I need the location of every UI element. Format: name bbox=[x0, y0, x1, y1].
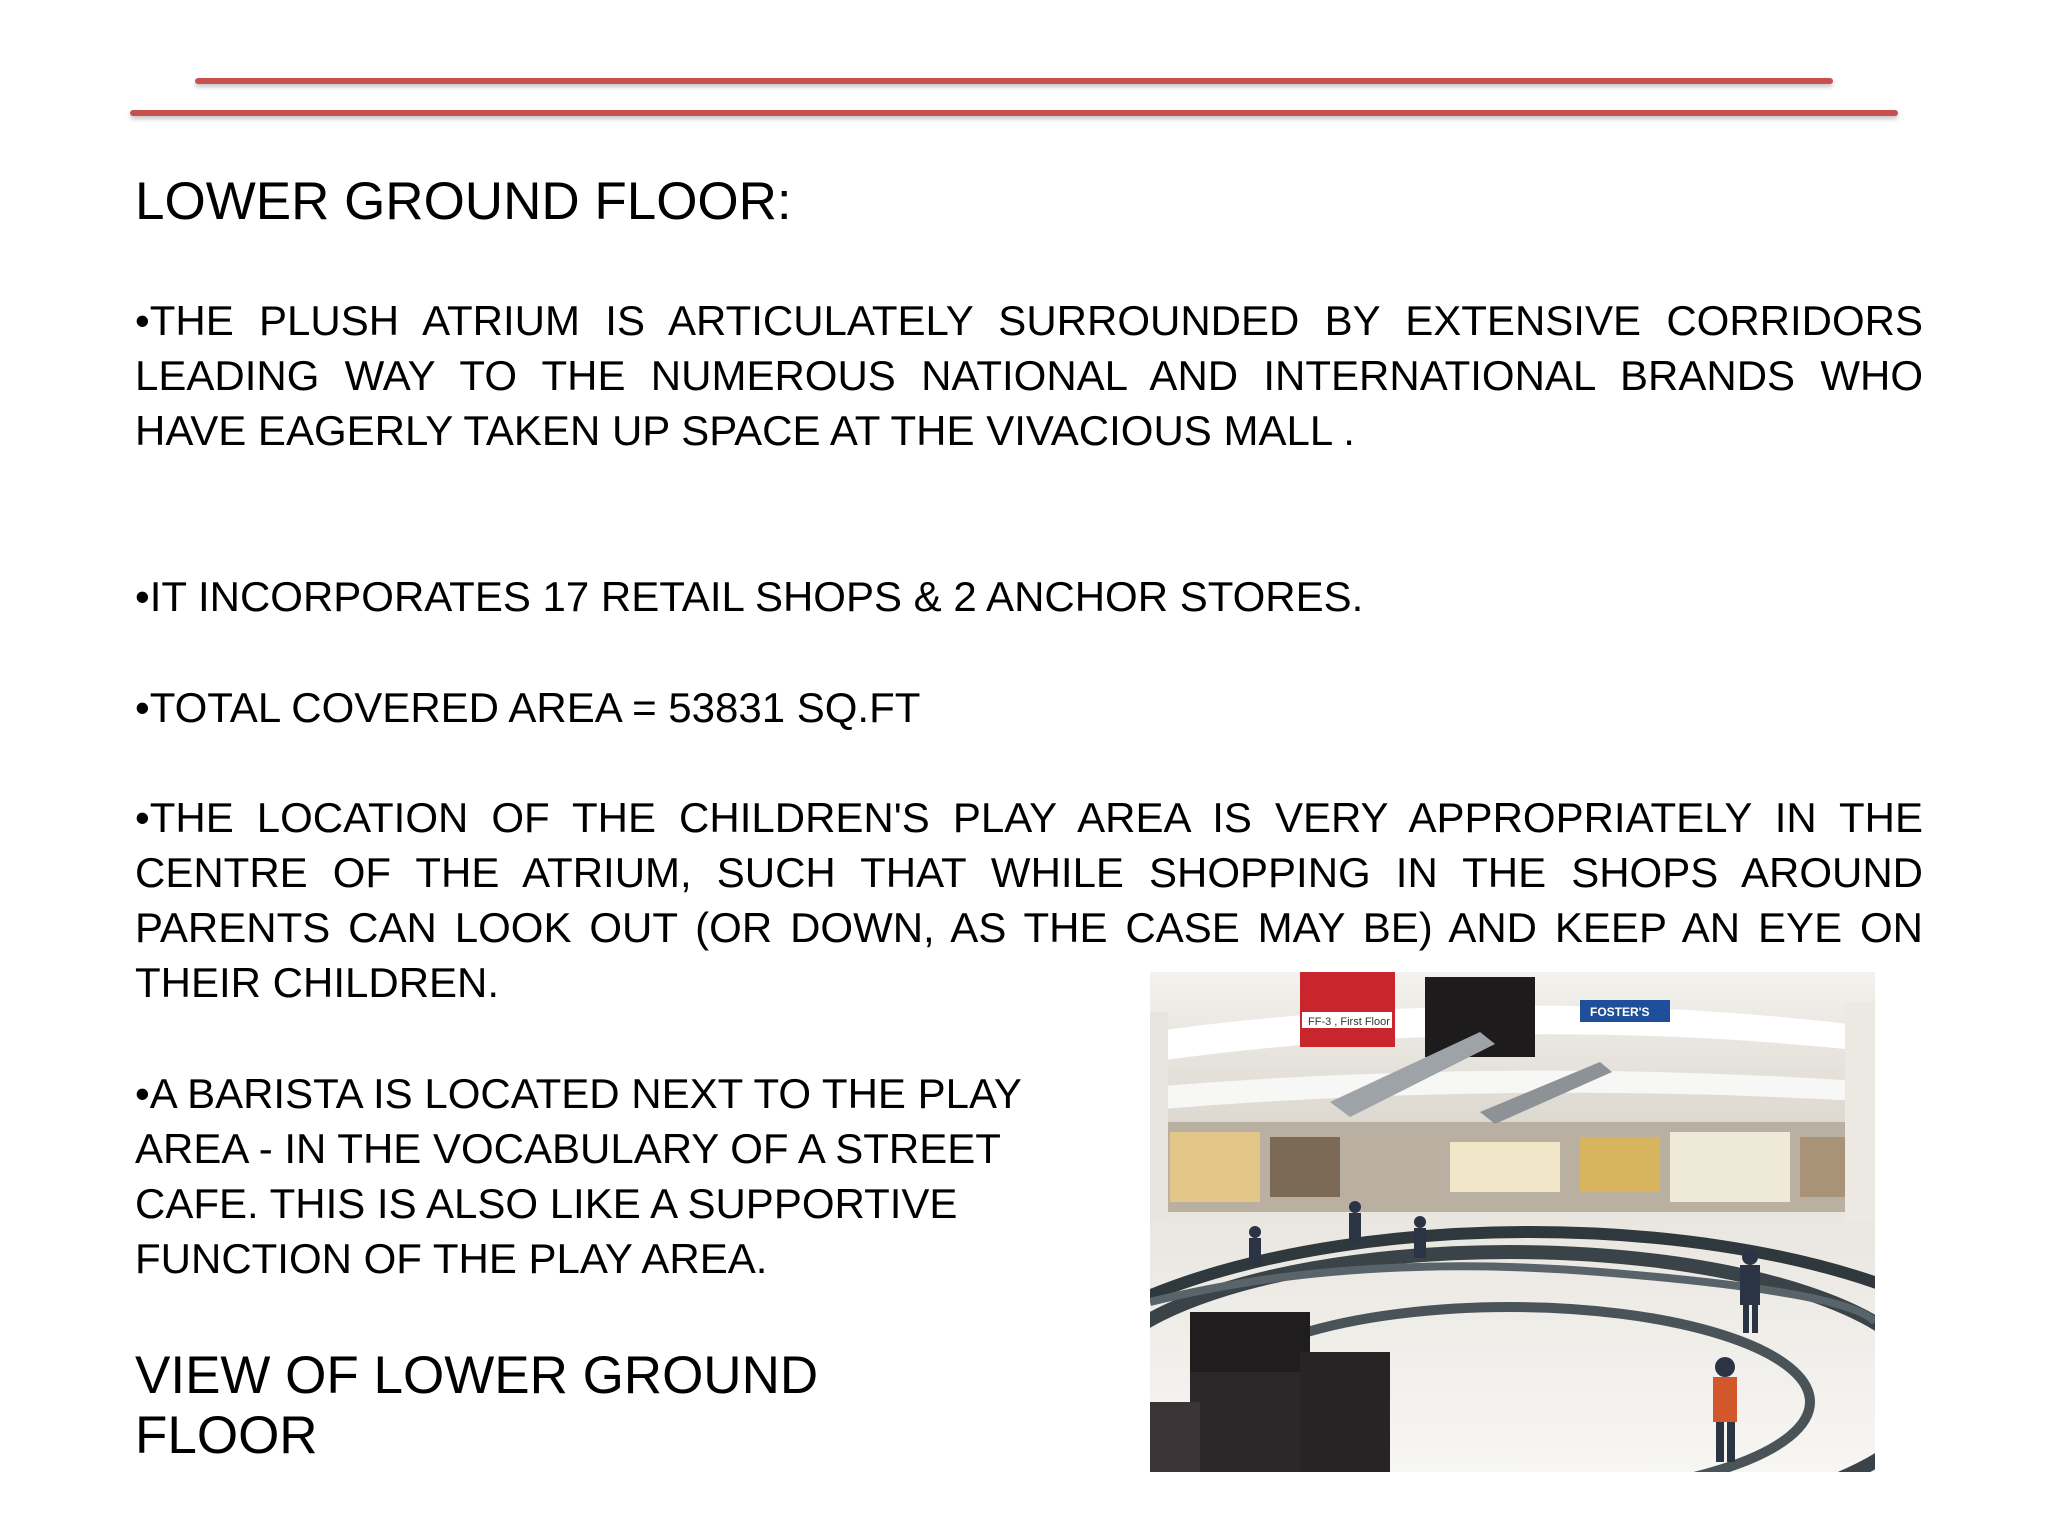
photo-caption: VIEW OF LOWER GROUND FLOOR bbox=[135, 1346, 819, 1465]
bottom-decorative-rule bbox=[130, 110, 1898, 116]
mall-atrium-photo bbox=[1150, 972, 1875, 1472]
store-sign-text: FOSTER'S bbox=[1590, 1005, 1650, 1019]
mall-atrium-illustration bbox=[1150, 972, 1875, 1472]
floor-sign-text: FF-3 , First Floor bbox=[1308, 1016, 1390, 1028]
top-decorative-rule bbox=[195, 78, 1833, 84]
play-area-description: •THE LOCATION OF THE CHILDREN'S PLAY AREA IS VERY APPROPRIATELY IN THE CENTRE OF THE ATRIUM, SUCH THAT WHILE SHOPPING IN THE SHOPS AROUND PARENTS CAN LOOK OUT (OR DOWN, AS THE CASE MAY BE) AND KEEP AN EYE ON THEIR CHILDREN. bbox=[135, 794, 1923, 1006]
barista-description: •A BARISTA IS LOCATED NEXT TO THE PLAY AREA - IN THE VOCABULARY OF A STREET CAFE. THIS IS ALSO LIKE A SUPPORTIVE FUNCTION OF THE PLAY AREA. bbox=[135, 1070, 1022, 1282]
section-heading: LOWER GROUND FLOOR: bbox=[135, 172, 792, 231]
covered-area-text: •TOTAL COVERED AREA = 53831 SQ.FT bbox=[135, 684, 921, 731]
atrium-description: •THE PLUSH ATRIUM IS ARTICULATELY SURROUNDED BY EXTENSIVE CORRIDORS LEADING WAY TO THE NUMEROUS NATIONAL AND INTERNATIONAL BRANDS WHO HAVE EAGERLY TAKEN UP SPACE AT THE VIVACIOUS MALL . bbox=[135, 297, 1923, 454]
shops-count-text: •IT INCORPORATES 17 RETAIL SHOPS & 2 ANCHOR STORES. bbox=[135, 573, 1364, 620]
